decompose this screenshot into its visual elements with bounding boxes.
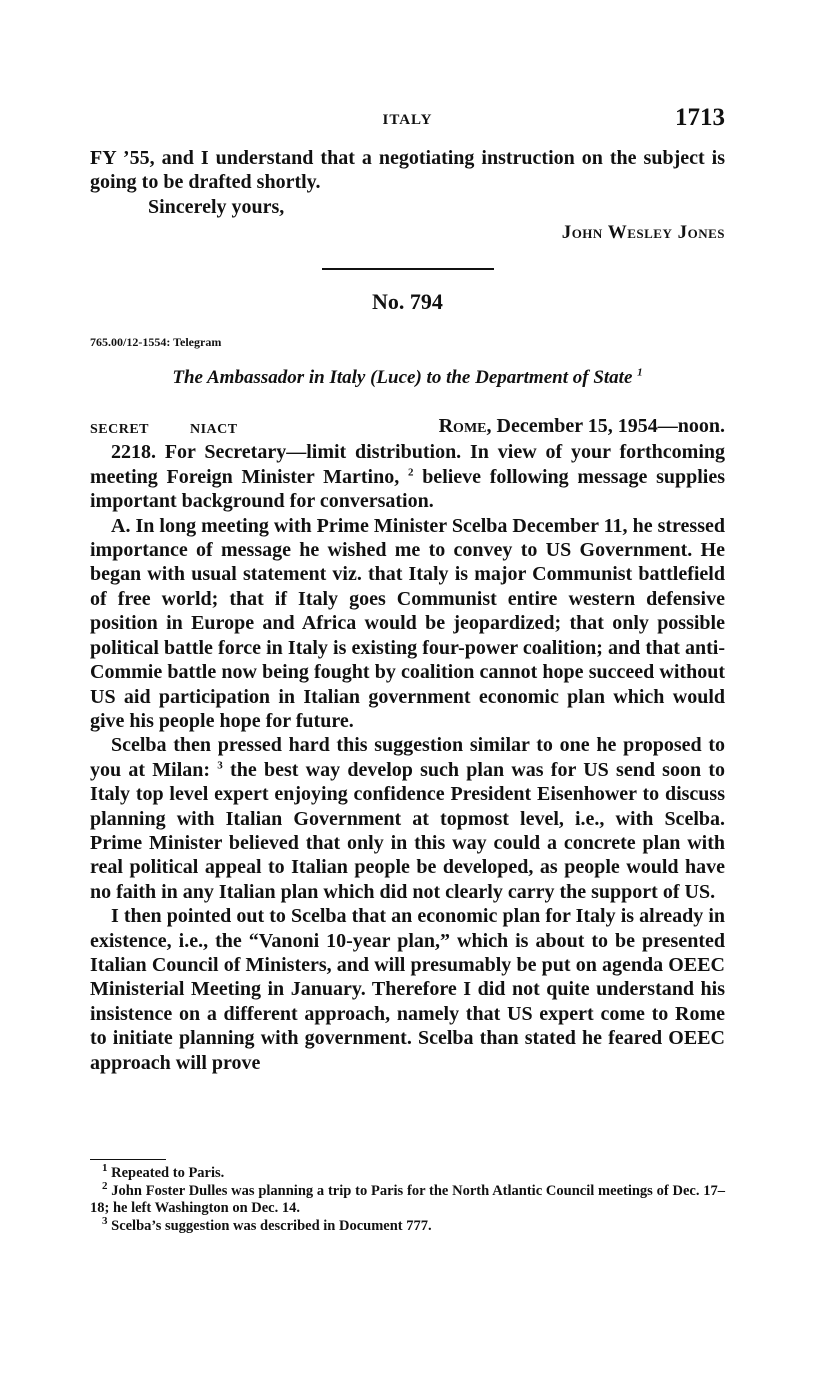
paragraph-2: A. In long meeting with Prime Minister Scelba December 11, he stressed importance of message he wished me to convey to US Government. He began with usual statement viz. that Italy is major Communist battlefield of free world; that if Italy goes Communist entire western defensive position in Europe and Africa would be jeopardized; that only possible political battle force in Italy is existing four-power coalition; and that anti-Commie battle now being fought by coalition cannot hope succeed without US aid participation in Italian government economic plan which would give his people hope for future. <box>90 514 725 732</box>
document-title-text: The Ambassador in Italy (Luce) to the Department of State <box>172 367 633 389</box>
date: December 15, 1954—noon. <box>496 415 725 438</box>
signature: John Wesley Jones <box>561 222 725 244</box>
footnote-ref-3: 3 <box>217 759 223 772</box>
paragraph-1 <box>90 440 725 513</box>
letter-continuation: FY ’55, and I understand that a negotiating instruction on the subject is going to be drafted shortly. <box>90 147 725 194</box>
page-number: 1713 <box>675 104 725 131</box>
file-reference: 765.00/12-1554: Telegram <box>90 335 222 350</box>
paragraph-3 <box>90 733 725 904</box>
paragraph-1-text-b: believe following message supplies important background for conversation. <box>90 465 726 513</box>
classification-niact: NIACT <box>190 422 238 438</box>
footnote-text: Scelba’s suggestion was described in Document 777. <box>111 1217 432 1234</box>
document-title <box>90 366 725 390</box>
classification-secret: SECRET <box>90 422 150 438</box>
footnote-text: John Foster Dulles was planning a trip to Paris for the North Atlantic Council meetings of Dec. 17–18; he left Washington on Dec. 14. <box>90 1182 725 1216</box>
running-title: ITALY <box>382 112 433 128</box>
running-head <box>90 104 725 136</box>
footnote-marker: 2 <box>102 1179 108 1192</box>
dateline <box>90 414 725 440</box>
paragraph-1-text-a: 2218. For Secretary—limit distribution. In view of your forthcoming meeting Foreign Minister Martino, <box>90 441 725 488</box>
page-body <box>90 146 725 1075</box>
document-number: No. 794 <box>372 288 443 314</box>
footnotes <box>90 1162 725 1235</box>
footnote-divider <box>90 1159 166 1160</box>
footnote <box>90 1179 725 1218</box>
paragraph-3-text-a: Scelba then pressed hard this suggestion similar to one he proposed to you at Milan: <box>90 734 725 781</box>
footnote-marker: 3 <box>102 1214 108 1227</box>
footnote-ref-1: 1 <box>637 366 643 379</box>
footnote-marker: 1 <box>102 1162 108 1175</box>
paragraph-4: I then pointed out to Scelba that an economic plan for Italy is already in existence, i.e., the “Vanoni 10-year plan,” which is about to be presented Italian Council of Ministers, and will presumably be put on agenda OEEC Ministerial Meeting in January. Therefore I did not quite understand his insistence on a different approach, namely that US expert come to Rome to initiate planning with government. Scelba than stated he feared OEEC approach will prove <box>90 905 725 1074</box>
footnote-ref-2: 2 <box>407 466 414 479</box>
paragraph-3-text-b: the best way develop such plan was for US send soon to Italy top level expert enjoying confidence President Eisenhower to discuss planning with Italian Government at topmost level, i.e., with Scelba. Prime Minister believed that only in this way could a concrete plan with real political appeal to Italian people be developed, as people would have no faith in any Italian plan which did not clearly carry the support of US. <box>90 758 725 903</box>
footnote <box>90 1162 725 1183</box>
place: Rome, <box>438 415 492 438</box>
footnote <box>90 1214 725 1236</box>
section-divider <box>322 268 494 270</box>
footnote-text: Repeated to Paris. <box>111 1165 225 1181</box>
letter-closing: Sincerely yours, <box>148 195 285 218</box>
place-date <box>439 414 725 438</box>
